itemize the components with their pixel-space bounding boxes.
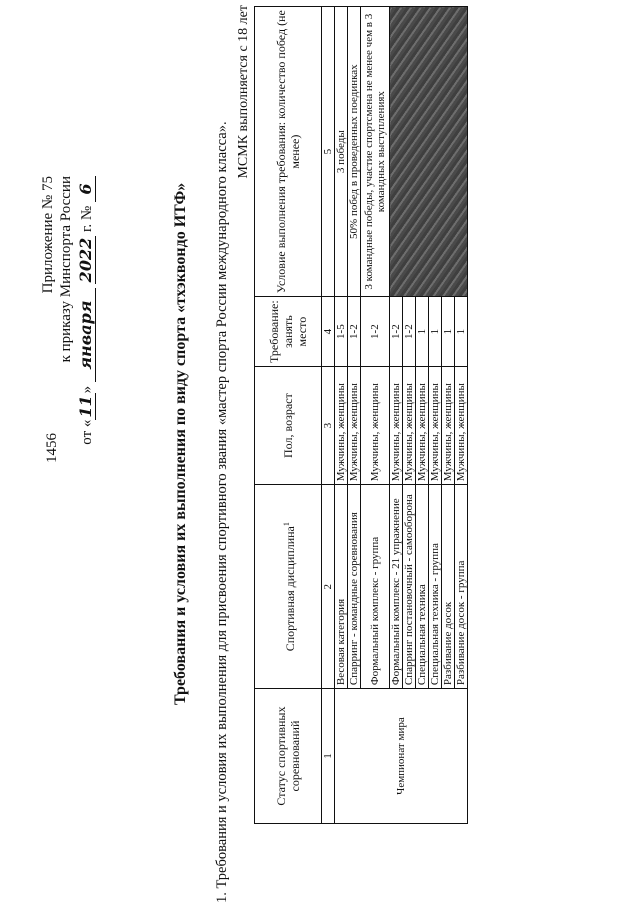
gender-cell: Мужчины, женщины (335, 366, 348, 484)
table-header-row (255, 7, 322, 824)
column-number: 4 (322, 297, 335, 367)
page-number: 1456 (44, 433, 60, 463)
footnote-mark: 1 (281, 522, 291, 527)
shaded-condition-cell (390, 7, 468, 297)
appendix-line-1: Приложение № 75 (40, 176, 56, 294)
place-cell: 1-2 (403, 297, 416, 367)
header-gender-age: Пол, возраст (255, 366, 322, 484)
column-number: 1 (322, 689, 335, 824)
condition-cell: 3 победы (335, 7, 348, 297)
place-cell: 1 (429, 297, 442, 367)
header-discipline (255, 485, 322, 689)
column-number: 5 (322, 7, 335, 297)
order-day: 11 (76, 395, 95, 418)
header-condition: Условие выполнения требования: количество побед (не менее) (255, 7, 322, 297)
place-cell: 1 (455, 297, 468, 367)
condition-cell: 50% побед в проведенных поединках (348, 7, 361, 297)
place-cell: 1-2 (348, 297, 361, 367)
discipline-cell: Весовая категория (335, 485, 348, 689)
place-cell: 1-2 (361, 297, 390, 367)
place-cell: 1-2 (390, 297, 403, 367)
gender-cell: Мужчины, женщины (442, 366, 455, 484)
gender-cell: Мужчины, женщины (390, 366, 403, 484)
condition-cell: 3 командные победы, участие спортсмена не менее чем в 3 командных выступлениях (361, 7, 390, 297)
header-place: Требование: занять место (255, 297, 322, 367)
gender-cell: Мужчины, женщины (455, 366, 468, 484)
discipline-cell: Спарринг постановочный - самооборона (403, 485, 416, 689)
order-number-label: г. № (79, 205, 95, 233)
table-row (335, 7, 348, 824)
order-number: 6 (76, 176, 96, 202)
discipline-cell: Специальная техника - группа (429, 485, 442, 689)
gender-cell: Мужчины, женщины (429, 366, 442, 484)
document-title: Требования и условия их выполнения по виду спорта «тхэквондо ИТФ» (172, 182, 189, 705)
place-cell: 1-5 (335, 297, 348, 367)
age-note: МСМК выполняется с 18 лет (236, 5, 251, 179)
gender-cell: Мужчины, женщины (403, 366, 416, 484)
order-date-prefix: от « (79, 419, 95, 445)
column-number-row (322, 7, 335, 824)
order-month: января (76, 288, 96, 382)
gender-cell: Мужчины, женщины (361, 366, 390, 484)
discipline-cell: Разбивание досок (442, 485, 455, 689)
place-cell: 1 (416, 297, 429, 367)
column-number: 2 (322, 485, 335, 689)
discipline-cell: Формальный комплекс - 21 упражнение (390, 485, 403, 689)
order-date-mid: » (79, 385, 95, 394)
section-title: 1. Требования и условия их выполнения для присвоения спортивного звания «мастер спорта России международного класса». (214, 121, 230, 903)
discipline-cell: Спарринг - командные соревнования (348, 485, 361, 689)
appendix-line-2: к приказу Минспорта России (58, 176, 74, 363)
gender-cell: Мужчины, женщины (348, 366, 361, 484)
requirements-table (254, 6, 468, 824)
status-cell: Чемпионат мира (335, 689, 468, 824)
place-cell: 1 (442, 297, 455, 367)
header-discipline-label: Спортивная дисциплина (282, 526, 297, 652)
header-status: Статус спортивных соревнований (255, 689, 322, 824)
discipline-cell: Разбивание досок - группа (455, 485, 468, 689)
order-year: 2022 (76, 237, 95, 283)
discipline-cell: Специальная техника (416, 485, 429, 689)
appendix-line-3 (76, 176, 96, 445)
discipline-cell: Формальный комплекс - группа (361, 485, 390, 689)
column-number: 3 (322, 366, 335, 484)
gender-cell: Мужчины, женщины (416, 366, 429, 484)
